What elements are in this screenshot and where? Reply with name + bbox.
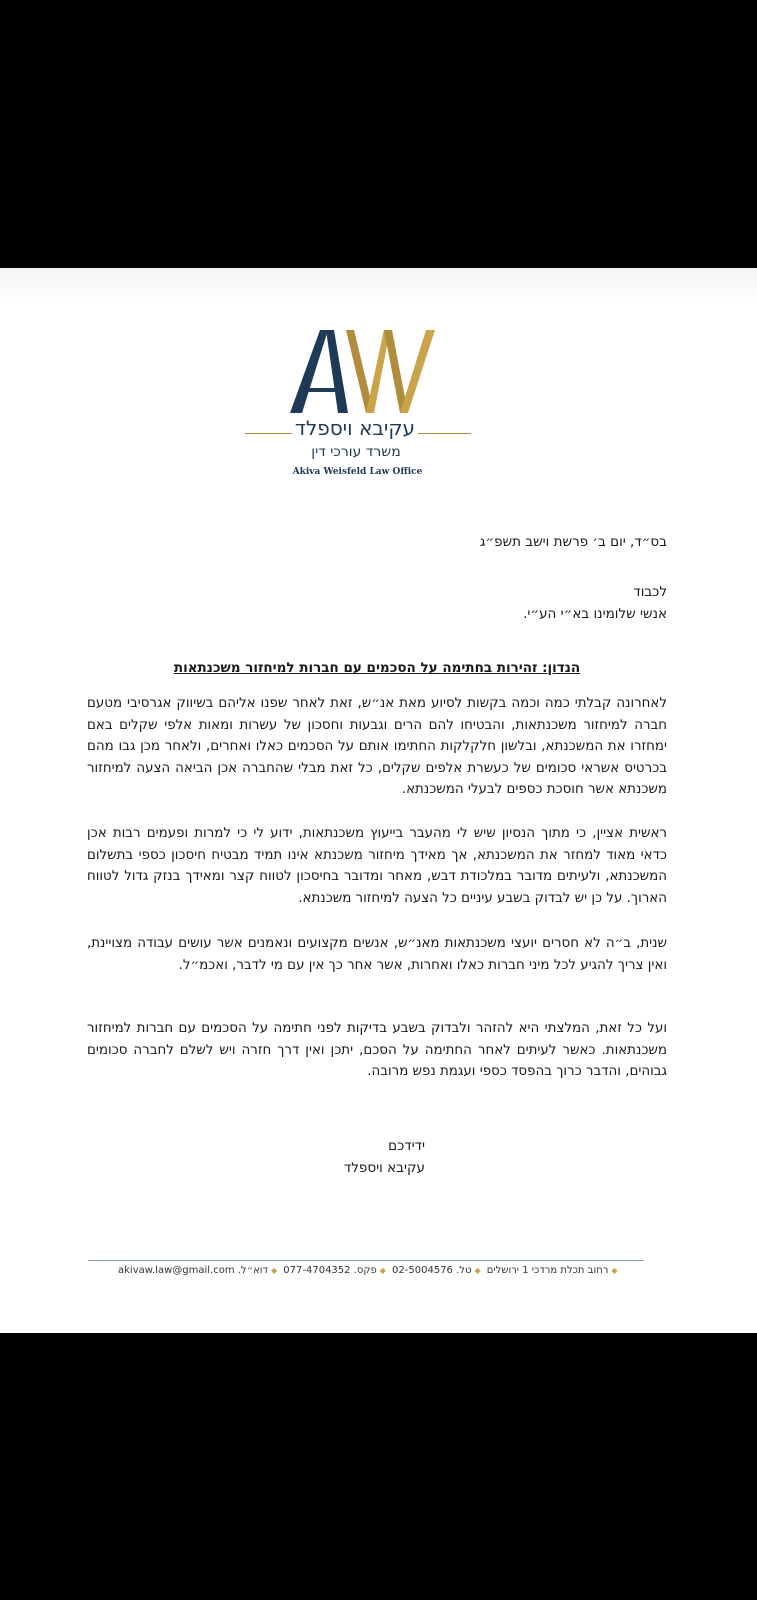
body-paragraph-2: ראשית אציין, כי מתוך הנסיון שיש לי מהעבר בייעוץ משכנתאות, ידוע לי כי למרות ופעמים רבות אכן כדאי מאוד למחזר את המשכנתא, אך מאידך מיחזור משכנתא אינו תמיד מבטיח חיסכון כספי בתשלום המשכנתא, ולעיתים מדובר במלכודת דבש, מאחר ומדובר בחיסכון לטווח קצר ומאידך בנזק גדול לטווח הארוך. על כן יש לבדוק בשבע עיניים כל הצעה למיחזור משכנתא. (87, 826, 667, 906)
location-pin-icon: ◆ (611, 1266, 618, 1275)
body-paragraph-4: ועל כל זאת, המלצתי היא להזהר ולבדוק בשבע בדיקות לפני חתימה על הסכמים עם חברות למיחזור משכנתאות. כאשר לעיתים לאחר החתימה על הסכם, יתכן ואין דרך חזרה ויש לשלם לחברה סכומים גבוהים, והדבר כרוך בהפסד כספי ועגמת נפש מרובה. (87, 1021, 667, 1079)
firm-name-hebrew: עקיבא ויספלד (294, 416, 416, 440)
logo-a-left-stroke (290, 330, 328, 413)
subject-line: הנדון: זהירות בחתימה על הסכמים עם חברות למיחזור משכנתאות (173, 660, 581, 676)
page-top-shadow (0, 268, 757, 306)
logo-divider-right (418, 433, 471, 434)
body-paragraph-3: שנית, ב״ה לא חסרים יועצי משכנתאות מאנ״ש, אנשים מקצועים ונאמנים אשר עושים עבודה מצויינת, ואין צריך להגיע לכל מיני חברות כאלו ואחרות, אשר אחר כך אין עם מי לדבר, ואכמ״ל. (87, 936, 667, 973)
logo-divider-left (245, 433, 292, 434)
logo-w-stroke-2 (366, 330, 390, 413)
logo-a-crossbar (303, 388, 337, 392)
footer-divider (88, 1260, 644, 1261)
fax-icon: ◆ (379, 1266, 386, 1275)
date-line: בס״ד, יום ב׳ פרשת וישב תשפ״ג (479, 534, 667, 550)
email-icon: ◆ (270, 1266, 278, 1275)
footer-email: דוא״ל. akivaw.law@gmail.com (118, 1265, 268, 1276)
recipient-salutation: לכבוד (633, 584, 667, 600)
footer-contact (118, 1265, 638, 1276)
firm-subtitle-hebrew: משרד עורכי דין (311, 444, 401, 460)
closing-signature: עקיבא ויספלד (343, 1160, 425, 1176)
footer-fax: פקס. 077-4704352 (283, 1265, 377, 1276)
footer-phone: טל. 02-5004576 (392, 1265, 472, 1276)
firm-name-english: Akiva Weisfeld Law Office (292, 467, 423, 477)
logo-a-right-stroke (326, 330, 348, 413)
phone-icon: ◆ (474, 1266, 481, 1275)
body-paragraph-1: לאחרונה קבלתי כמה וכמה בקשות לסיוע מאת אנ״ש, זאת לאחר שפנו אליהם בשיווק אגרסיבי מטעם חברה למיחזור משכנתאות, והבטיחו להם הרים וגבעות וחסכון של עשרות ומאות אלפי שקלים באם ימחזרו את המשכנתא, ובלשון חלקלקות החתימו אותם על הסכמים כאלו ואחרים, ולאחר מכן גבו מהם בכרטיס אשראי סכומים של כעשרת אלפים שקלים, כל זאת מבלי שהחברה אכן הביאה הצעה למיחזור משכנתא אשר חוסכת כספים לבעלי המשכנתא. (87, 696, 667, 797)
logo-w-stroke-4 (400, 330, 435, 413)
closing-valediction: ידידכם (388, 1138, 425, 1154)
recipient-name: אנשי שלומינו בא״י הע״י. (523, 606, 667, 622)
firm-logo-mark (290, 328, 435, 413)
letter-page (0, 268, 757, 1333)
footer-address: רחוב תכלת מרדכי 1 ירושלים (486, 1265, 609, 1276)
